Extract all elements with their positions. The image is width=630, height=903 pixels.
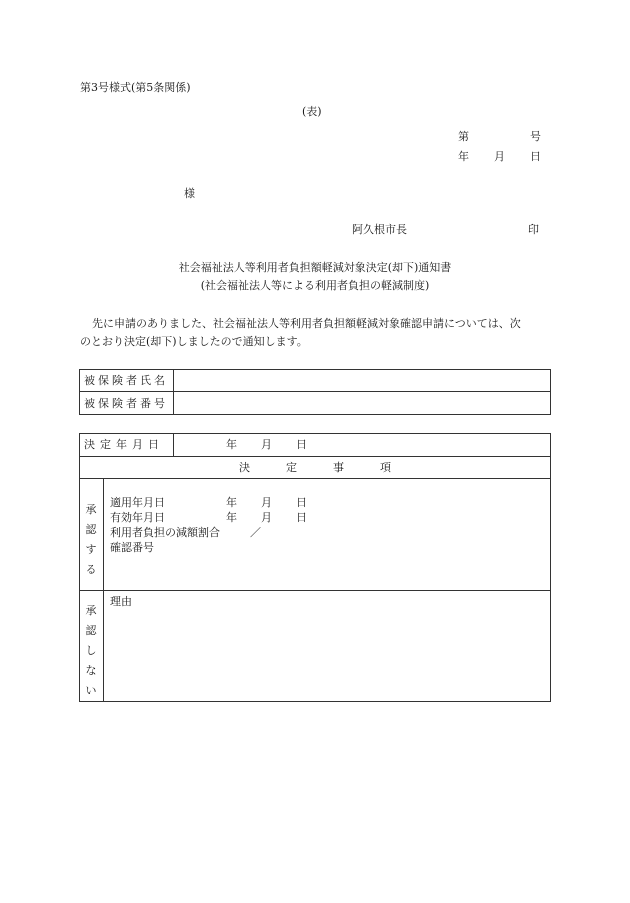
applied-date-label: 適用年月日 xyxy=(110,496,165,509)
insured-name-label: 被保険者氏名 xyxy=(84,374,168,387)
applied-date-year: 年 xyxy=(226,496,237,509)
reject-reason-field[interactable] xyxy=(104,610,550,701)
document-subtitle: (社会福祉法人等による利用者負担の軽減制度) xyxy=(200,279,430,292)
reject-label: 承認しない xyxy=(85,604,97,697)
issue-date-day: 日 xyxy=(530,150,541,163)
confirm-number-label: 確認番号 xyxy=(110,541,154,554)
form-number: 第3号様式(第5条関係) xyxy=(80,81,191,94)
decision-date-label: 決定年月日 xyxy=(84,438,164,451)
decision-date-month: 月 xyxy=(261,438,272,451)
body-text-line2: のとおり決定(却下)しましたので通知します。 xyxy=(80,335,308,348)
issue-date-year: 年 xyxy=(458,150,469,163)
valid-date-month: 月 xyxy=(261,511,272,524)
issue-date-month: 月 xyxy=(494,150,505,163)
insured-name-field[interactable] xyxy=(174,370,550,391)
reduction-ratio-separator: ／ xyxy=(250,526,261,539)
document-title: 社会福祉法人等利用者負担額軽減対象決定(却下)通知書 xyxy=(178,261,452,274)
applied-date-month: 月 xyxy=(261,496,272,509)
insured-number-field[interactable] xyxy=(174,392,550,414)
decision-table-divider-1 xyxy=(79,456,551,457)
decision-date-year: 年 xyxy=(226,438,237,451)
decision-table-divider-3 xyxy=(79,590,551,591)
decision-date-day: 日 xyxy=(296,438,307,451)
reject-reason-label: 理由 xyxy=(110,595,132,608)
issuer-name: 阿久根市長 xyxy=(352,223,407,236)
doc-number-go: 号 xyxy=(530,130,541,143)
decision-table-divider-2 xyxy=(79,478,551,479)
side-label: (表) xyxy=(302,105,322,118)
valid-date-day: 日 xyxy=(296,511,307,524)
applied-date-day: 日 xyxy=(296,496,307,509)
valid-date-year: 年 xyxy=(226,511,237,524)
issuer-seal: 印 xyxy=(528,223,539,236)
decision-section-header: 決定事項 xyxy=(239,461,427,474)
addressee-suffix: 様 xyxy=(184,187,195,200)
decision-date-label-divider xyxy=(173,433,174,456)
approve-label: 承認する xyxy=(85,503,97,576)
doc-number-dai: 第 xyxy=(458,130,469,143)
reduction-ratio-label: 利用者負担の減額割合 xyxy=(110,526,220,539)
insured-number-label: 被保険者番号 xyxy=(84,397,168,410)
valid-date-label: 有効年月日 xyxy=(110,511,165,524)
body-text-line1: 先に申請のありました、社会福祉法人等利用者負担額軽減対象確認申請については、次 xyxy=(92,317,521,330)
